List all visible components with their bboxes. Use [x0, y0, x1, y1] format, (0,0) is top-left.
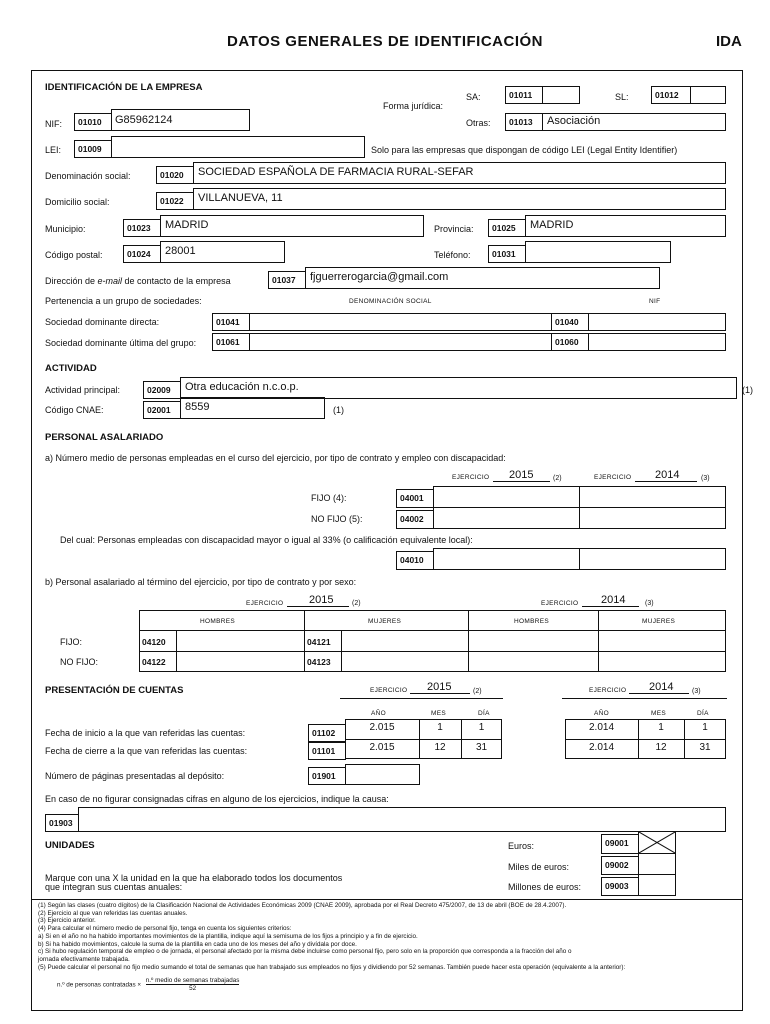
nif-code: 01010 [74, 113, 112, 131]
footnote-line: jornada efectivamente trabajada. [38, 955, 130, 963]
footnote-line: (2) Ejercicio al que van referidas las cuentas anuales. [38, 909, 188, 917]
ejercicio-c1-label: EJERCICIO [370, 687, 408, 694]
ejercicio-a1-label: EJERCICIO [452, 474, 490, 481]
miles-checkbox[interactable] [638, 853, 676, 875]
footnote-line: c) Si hubo regulación temporal de empleo o de jornada, el personal afectado por la misma debe incluirse como personal fijo, pero solo en la proporción que corresponda a la fracción del año o [38, 948, 572, 956]
telefono-code: 01031 [488, 245, 526, 263]
dom-directa-field[interactable] [249, 313, 552, 331]
ejercicio-b1-ref: (2) [352, 600, 361, 607]
paginas-field[interactable] [345, 764, 420, 785]
cierre-2015-ano[interactable]: 2.015 [369, 742, 395, 753]
ejercicio-a1-ref: (2) [553, 475, 562, 482]
unidades-note-2: que integran sus cuentas anuales: [45, 882, 183, 892]
inicio-code: 01102 [308, 724, 346, 742]
b-fijo-h-code: 04120 [142, 637, 166, 647]
col-hombres-2014: HOMBRES [514, 618, 549, 625]
discapacidad-code: 04010 [396, 551, 434, 570]
cierre-2014-dia[interactable]: 31 [699, 742, 711, 753]
euros-label: Euros: [508, 841, 535, 851]
cierre-2015-dia[interactable]: 31 [475, 742, 488, 753]
lei-label: LEI: [45, 145, 62, 155]
inicio-2015-mes[interactable]: 1 [437, 722, 443, 733]
ejercicio-a2-label: EJERCICIO [594, 474, 632, 481]
ejercicio-b2-ref: (3) [645, 600, 654, 607]
cierre-2014-ano[interactable]: 2.014 [588, 742, 615, 753]
ejercicio-c1-year: 2015 [427, 681, 452, 693]
col-nif: NIF [649, 298, 661, 305]
discapacidad-2015-field[interactable] [433, 548, 580, 570]
inicio-2015-dia[interactable]: 1 [478, 722, 485, 733]
col-ano-2: AÑO [594, 710, 609, 717]
dom-ultima-label: Sociedad dominante última del grupo: [45, 338, 197, 348]
col-dia-1: DÍA [478, 710, 490, 717]
cnae-value: 8559 [185, 401, 210, 413]
paginas-label: Número de páginas presentadas al depósito: [45, 771, 225, 781]
b-nofijo-h-code: 04122 [142, 657, 166, 667]
euros-code: 09001 [601, 834, 639, 854]
fijo-2014-field[interactable] [579, 486, 726, 508]
personal-a-label: a) Número medio de personas empleadas en el curso del ejercicio, por tipo de contrato y empleo con discapacidad: [45, 453, 506, 463]
footnote-line: (1) Según las clases (cuatro dígitos) de la Clasificación Nacional de Actividades Económicas 2009 (CNAE 2009), aprobada por el Real Decreto 475/2007, de 13 de abril (BOE de 28.4.2007). [38, 902, 567, 909]
dom-directa-label: Sociedad dominante directa: [45, 317, 160, 327]
dom-ultima-nif-field[interactable] [588, 333, 726, 351]
dom-ultima-code: 01061 [212, 333, 250, 351]
b-nofijo-label: NO FIJO: [60, 657, 98, 667]
dom-directa-nif-code: 01040 [551, 313, 589, 331]
nofijo-2015-field[interactable] [433, 507, 580, 529]
form-code: IDA [716, 33, 742, 50]
discapacidad-label: Del cual: Personas empleadas con discapacidad mayor o igual al 33% (o calificación equivalente local): [60, 535, 473, 545]
inicio-label: Fecha de inicio a la que van referidas las cuentas: [45, 728, 246, 738]
ejercicio-b2-label: EJERCICIO [541, 600, 579, 607]
otras-value: Asociación [547, 115, 601, 127]
ejercicio-a1-year: 2015 [509, 469, 534, 481]
inicio-2014-ano[interactable]: 2.014 [588, 722, 615, 733]
footnote-line: (4) Para calcular el número medio de personal fijo, tenga en cuenta los siguientes criterios: [38, 925, 292, 933]
dom-directa-nif-field[interactable] [588, 313, 726, 331]
section-personal: PERSONAL ASALARIADO [45, 432, 164, 443]
domicilio-label: Domicilio social: [45, 197, 110, 207]
cierre-2015-mes[interactable]: 12 [434, 742, 446, 753]
nif-label: NIF: [45, 119, 62, 129]
otras-code: 01013 [505, 113, 543, 131]
telefono-label: Teléfono: [434, 250, 471, 260]
lei-field[interactable] [111, 136, 365, 158]
paginas-code: 01901 [308, 767, 346, 785]
cnae-code: 02001 [143, 401, 181, 419]
nif-value: G85962124 [115, 114, 173, 126]
sl-label: SL: [615, 92, 629, 102]
sl-code: 01012 [651, 86, 691, 104]
millones-code: 09003 [601, 877, 639, 896]
cp-value: 28001 [165, 245, 196, 257]
domicilio-value: VILLANUEVA, 11 [198, 192, 283, 204]
causa-label: En caso de no figurar consignadas cifras en alguno de los ejercicios, indique la causa: [45, 794, 389, 804]
euros-checkbox[interactable] [638, 831, 676, 854]
lei-code: 01009 [74, 140, 112, 158]
cp-code: 01024 [123, 245, 161, 263]
domicilio-code: 01022 [156, 192, 194, 210]
email-code: 01037 [268, 271, 306, 289]
ejercicio-c2-label: EJERCICIO [589, 687, 627, 694]
sl-field[interactable] [690, 86, 726, 104]
provincia-value: MADRID [530, 219, 574, 231]
fijo-2015-field[interactable] [433, 486, 580, 508]
footnote-line: (3) Ejercicio anterior. [38, 917, 96, 925]
nofijo-code: 04002 [396, 510, 434, 529]
telefono-field[interactable] [525, 241, 671, 263]
page-title: DATOS GENERALES DE IDENTIFICACIÓN [227, 33, 543, 50]
b-nofijo-m-code: 04123 [307, 657, 331, 667]
fijo-code: 04001 [396, 489, 434, 508]
dom-ultima-field[interactable] [249, 333, 552, 351]
col-mujeres-2015: MUJERES [368, 618, 402, 625]
col-dia-2: DÍA [697, 710, 709, 717]
col-ano-1: AÑO [371, 710, 386, 717]
ejercicio-c1-ref: (2) [473, 688, 482, 695]
ejercicio-b2-year: 2014 [601, 594, 626, 606]
municipio-label: Municipio: [45, 224, 86, 234]
inicio-2014-mes[interactable]: 1 [658, 722, 664, 733]
municipio-value: MADRID [165, 219, 209, 231]
discapacidad-2014-field[interactable] [579, 548, 726, 570]
denominacion-label: Denominación social: [45, 171, 131, 181]
email-label: Dirección de e-mail de contacto de la empresa [45, 276, 231, 286]
personal-b-label: b) Personal asalariado al término del ejercicio, por tipo de contrato y por sexo: [45, 577, 357, 587]
formula: n.º de personas contratadas × n.º medio de semanas trabajadas 52 [57, 977, 240, 993]
footnote-line: (5) Puede calcular el personal no fijo medio sumando el total de semanas que han trabajado sus empleados no fijos y dividiendo por 52 semanas. También puede hacer esta operación (equivalente a la anterior): [38, 963, 626, 971]
inicio-2014-dia[interactable]: 1 [702, 722, 708, 733]
grupo-label: Pertenencia a un grupo de sociedades: [45, 296, 202, 306]
sa-code: 01011 [505, 86, 543, 104]
dom-directa-code: 01041 [212, 313, 250, 331]
footnote-line: b) Si ha habido movimientos, calcule la suma de la plantilla en cada uno de los meses del año y divídala por doce. [38, 940, 357, 948]
footnote-line: a) Si en el año no ha habido importantes movimientos de la plantilla, indique aquí la semisuma de los fijos a principio y a fin de ejercicio. [38, 932, 418, 940]
nofijo-label: NO FIJO (5): [311, 514, 363, 524]
denominacion-code: 01020 [156, 166, 194, 184]
col-mes-1: MES [431, 710, 446, 717]
cierre-2014-mes[interactable]: 12 [655, 742, 667, 753]
miles-label: Miles de euros: [508, 862, 570, 872]
section-unidades: UNIDADES [45, 840, 95, 851]
provincia-code: 01025 [488, 219, 526, 237]
section-cuentas: PRESENTACIÓN DE CUENTAS [45, 685, 184, 696]
col-mujeres-2014: MUJERES [642, 618, 676, 625]
dom-ultima-nif-code: 01060 [551, 333, 589, 351]
cierre-code: 01101 [308, 742, 346, 760]
ejercicio-a2-year: 2014 [655, 469, 680, 481]
sa-field[interactable] [542, 86, 580, 104]
col-denominacion: DENOMINACIÓN SOCIAL [349, 298, 432, 305]
cp-label: Código postal: [45, 250, 103, 260]
email-value: fjguerrerogarcia@gmail.com [310, 271, 449, 283]
unidades-note-1: Marque con una X la unidad en la que ha elaborado todos los documentos [45, 873, 343, 883]
otras-label: Otras: [466, 118, 491, 128]
b-fijo-label: FIJO: [60, 637, 82, 647]
actividad-principal-label: Actividad principal: [45, 385, 121, 395]
fijo-label: FIJO (4): [311, 493, 347, 503]
actividad-principal-code: 02009 [143, 381, 181, 399]
section-actividad: ACTIVIDAD [45, 363, 97, 374]
nofijo-2014-field[interactable] [579, 507, 726, 529]
actividad-principal-ref: (1) [742, 385, 753, 395]
cnae-label: Código CNAE: [45, 405, 104, 415]
ejercicio-c2-ref: (3) [692, 688, 701, 695]
provincia-label: Provincia: [434, 224, 474, 234]
ejercicio-c2-year: 2014 [649, 681, 674, 693]
section-identificacion: IDENTIFICACIÓN DE LA EMPRESA [45, 82, 203, 93]
col-mes-2: MES [651, 710, 666, 717]
x-mark-icon [639, 832, 675, 853]
municipio-code: 01023 [123, 219, 161, 237]
cierre-label: Fecha de cierre a la que van referidas las cuentas: [45, 746, 248, 756]
actividad-principal-value: Otra educación n.c.o.p. [185, 381, 299, 393]
ejercicio-a2-ref: (3) [701, 475, 710, 482]
sa-label: SA: [466, 92, 481, 102]
col-hombres-2015: HOMBRES [200, 618, 235, 625]
miles-code: 09002 [601, 856, 639, 875]
millones-label: Millones de euros: [508, 882, 582, 892]
millones-checkbox[interactable] [638, 874, 676, 896]
causa-code: 01903 [45, 814, 79, 832]
denominacion-value: SOCIEDAD ESPAÑOLA DE FARMACIA RURAL-SEFAR [198, 166, 474, 178]
forma-juridica-label: Forma jurídica: [383, 101, 444, 111]
causa-field[interactable] [78, 807, 726, 832]
ejercicio-b1-year: 2015 [309, 594, 334, 606]
cnae-ref: (1) [333, 405, 344, 415]
lei-note: Solo para las empresas que dispongan de código LEI (Legal Entity Identifier) [371, 145, 678, 155]
b-fijo-m-code: 04121 [307, 637, 331, 647]
ejercicio-b1-label: EJERCICIO [246, 600, 284, 607]
inicio-2015-ano[interactable]: 2.015 [369, 722, 395, 733]
